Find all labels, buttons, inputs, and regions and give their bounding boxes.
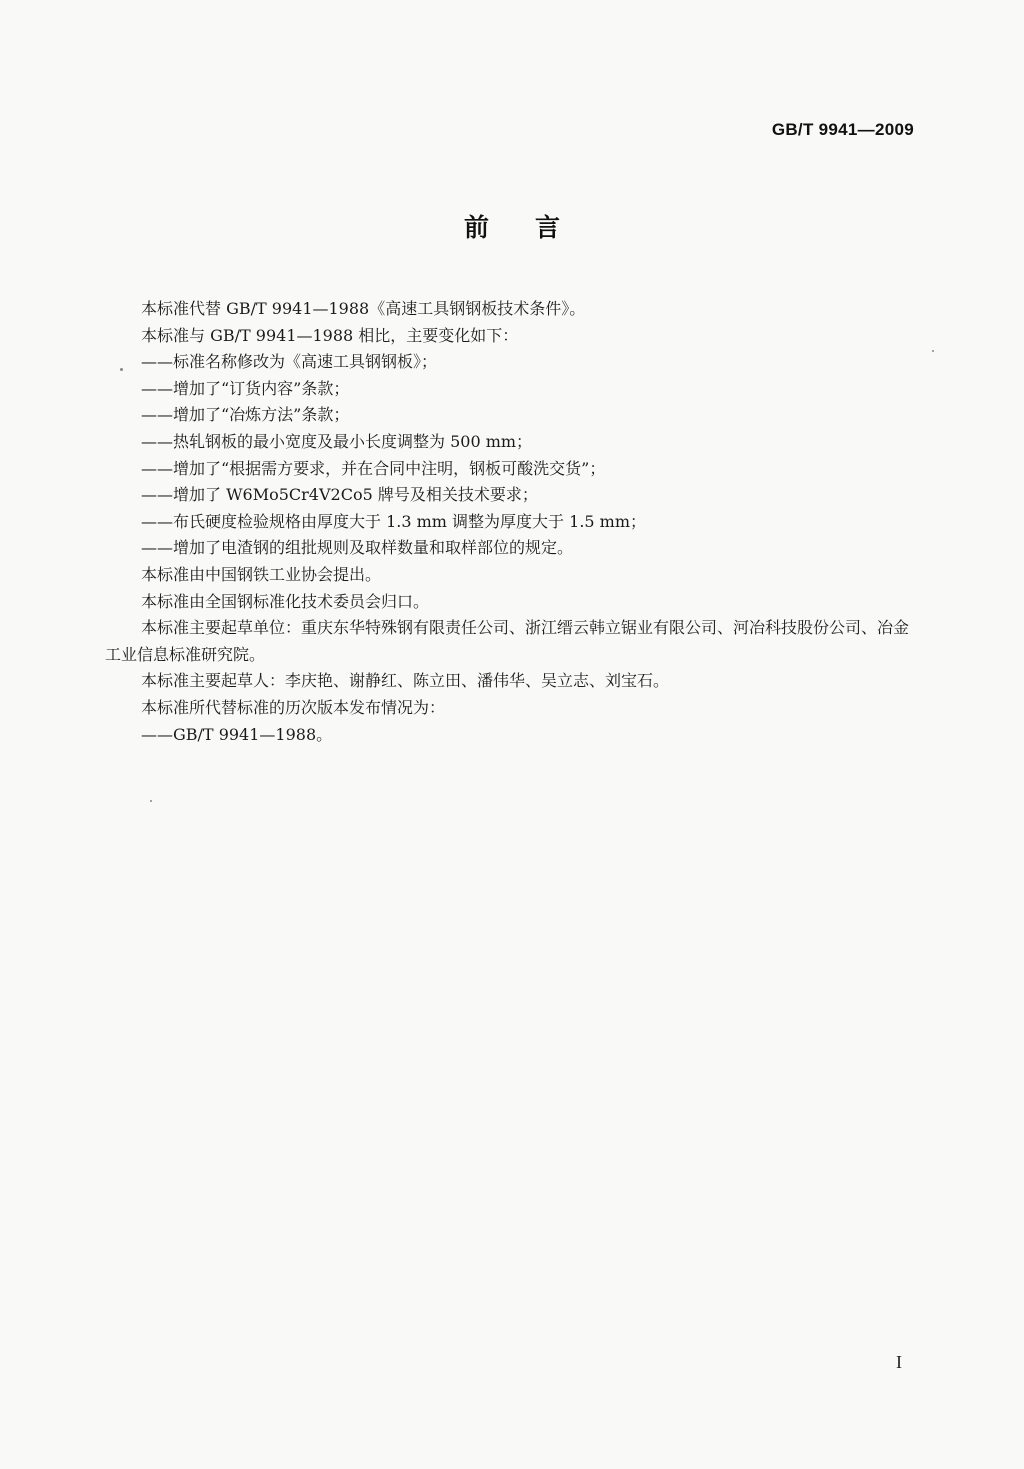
scan-speck (150, 800, 152, 802)
change-item: ——增加了“根据需方要求，并在合同中注明，钢板可酸洗交货”； (141, 458, 606, 478)
change-item: ——标准名称修改为《高速工具钢钢板》； (141, 352, 438, 372)
change-item: ——增加了电渣钢的组批规则及取样数量和取样部位的规定。 (141, 538, 574, 558)
paragraph-proposed-by: 本标准由中国钢铁工业协会提出。 (141, 564, 382, 584)
paragraph-changes-intro: 本标准与 GB/T 9941—1988 相比，主要变化如下： (141, 325, 519, 345)
scan-speck (932, 350, 934, 352)
paragraph-drafters: 本标准主要起草人：李庆艳、谢静红、陈立田、潘伟华、吴立志、刘宝石。 (141, 671, 670, 691)
standard-code: GB/T 9941—2009 (771, 120, 914, 139)
change-item: ——增加了“订货内容”条款； (141, 378, 350, 398)
paragraph-drafting-units: 本标准主要起草单位：重庆东华特殊钢有限责任公司、浙江缙云韩立锯业有限公司、河冶科技股份公司、冶金工业信息标准研究院。 (105, 618, 910, 664)
paragraph-administered-by: 本标准由全国钢标准化技术委员会归口。 (141, 591, 430, 611)
paragraph-replaces: 本标准代替 GB/T 9941—1988《高速工具钢钢板技术条件》。 (141, 299, 586, 318)
change-item: ——增加了“冶炼方法”条款； (141, 405, 350, 425)
change-item: ——热轧钢板的最小宽度及最小长度调整为 500 mm； (141, 431, 533, 451)
scan-speck (120, 368, 123, 371)
foreword-body (105, 296, 920, 748)
history-item: ——GB/T 9941—1988。 (141, 724, 333, 744)
change-item: ——布氏硬度检验规格由厚度大于 1.3 mm 调整为厚度大于 1.5 mm； (141, 511, 647, 531)
paragraph-history-intro: 本标准所代替标准的历次版本发布情况为： (141, 697, 446, 717)
page-number: I (896, 1352, 902, 1372)
change-item: ——增加了 W6Mo5Cr4V2Co5 牌号及相关技术要求； (141, 485, 538, 505)
page-title: 前言 (463, 213, 606, 242)
